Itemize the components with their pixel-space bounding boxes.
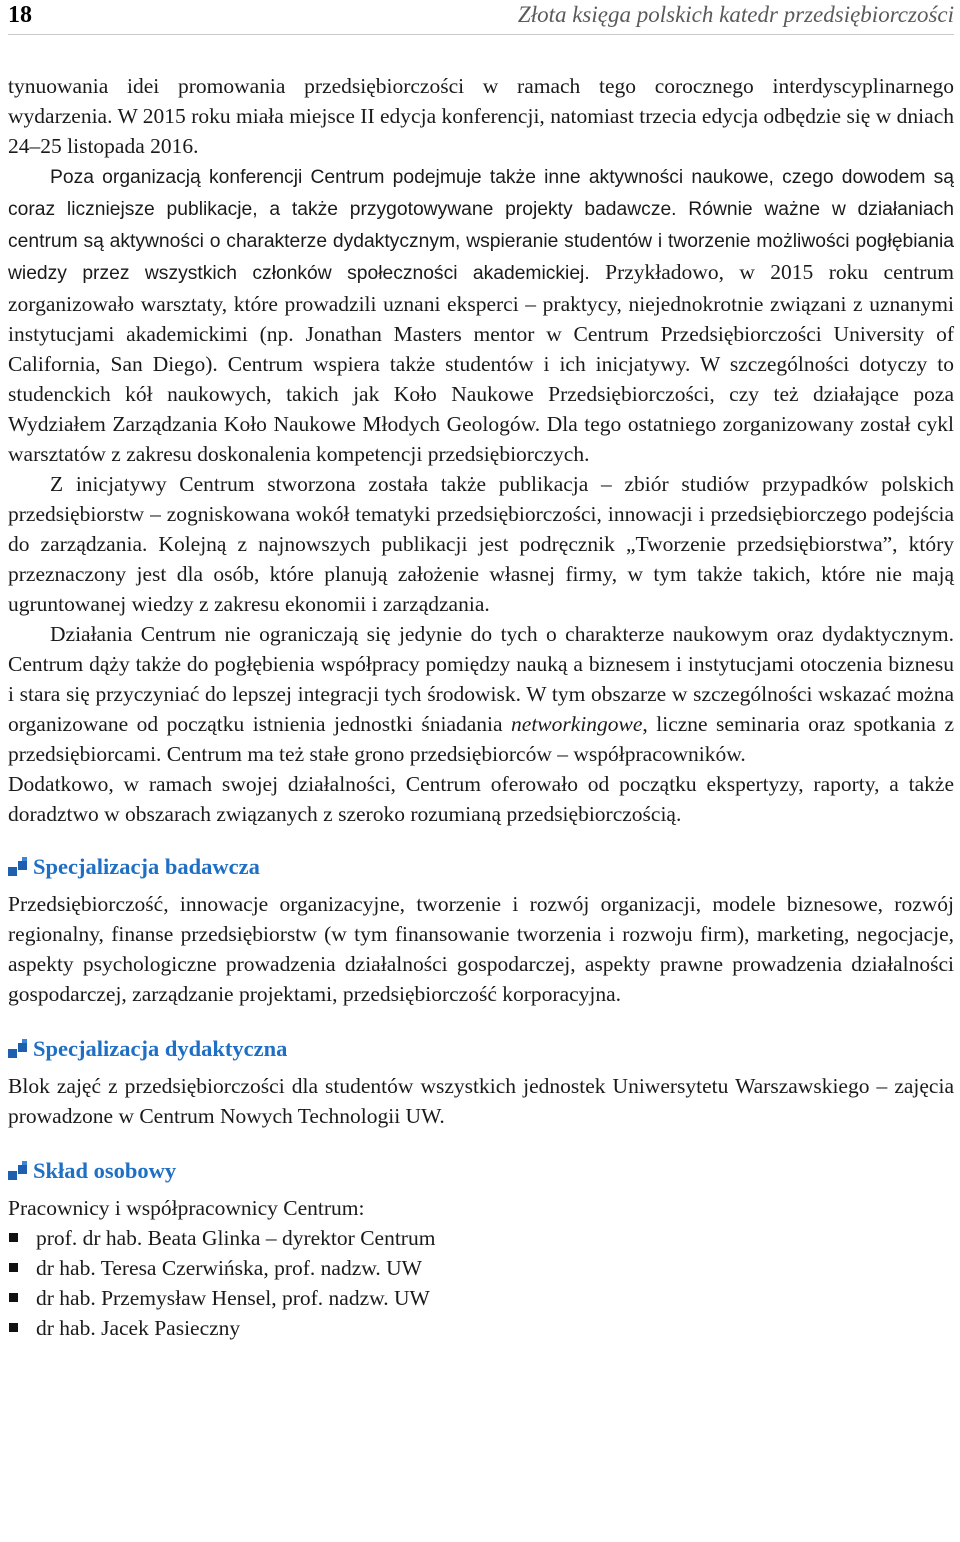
staff-list-item — [8, 1313, 954, 1343]
research-specialization-text: Przedsiębiorczość, innowacje organizacyjne, tworzenie i rozwój organizacji, modele biznesowe, rozwój regionalny, finanse przedsiębiorstw (w tym finansowanie tworzenia i rozwoju firm), marketing, negocjacje, aspekty psychologiczne prowadzenia działalności gospodarczej, aspekty prawne prowadzenia działalności gospodarczej, zarządzanie projektami, przedsiębiorczość korporacyjna. — [8, 892, 954, 1006]
running-title: Złota księga polskich katedr przedsiębiorczości — [517, 2, 954, 27]
blue-squares-icon — [8, 1039, 28, 1059]
section-heading-teaching — [8, 1033, 954, 1065]
section-heading-teaching-label: Specjalizacja dydaktyczna — [33, 1036, 288, 1061]
document-page — [8, 0, 954, 1343]
paragraph-business-cooperation — [8, 619, 954, 769]
staff-list-item — [8, 1283, 954, 1313]
paragraph-business-text-a: Działania Centrum nie ograniczają się jedynie do tych o charakterze naukowym oraz dydaktycznym. Centrum dąży także do pogłębienia współpracy pomiędzy nauką a biznesem i instytucjami otoczenia biznesu i stara się przyczyniać do lepszej integracji tych środowisk. W tym obszarze w szczególności wskazać można organizowane od początku istnienia jednostki śniadania — [8, 622, 954, 736]
staff-intro: Pracownicy i współpracownicy Centrum: — [8, 1196, 365, 1220]
paragraph-business-italic: networkingowe — [511, 712, 643, 736]
blue-squares-icon — [8, 1161, 28, 1181]
staff-list-item — [8, 1223, 954, 1253]
square-bullet-icon — [9, 1323, 18, 1332]
staff-member-name: dr hab. Jacek Pasieczny — [36, 1316, 241, 1340]
square-bullet-icon — [9, 1293, 18, 1302]
section-heading-research-label: Specjalizacja badawcza — [33, 854, 260, 879]
paragraph-conference: tynuowania idei promowania przedsiębiorczości w ramach tego corocznego interdyscyplinarnego wydarzenia. W 2015 roku miała miejsce II edycja konferencji, natomiast trzecia edycja odbędzie się w dniach 24–25 listopada 2016. — [8, 74, 954, 158]
paragraph-activities — [8, 161, 954, 469]
paragraph-business-text-b: , liczne seminaria oraz spotkania z przedsiębiorcami. Centrum ma też stałe grono przedsiębiorców – współpracowników. — [8, 712, 954, 766]
blue-squares-icon — [8, 857, 28, 877]
staff-list-item — [8, 1253, 954, 1283]
page-number: 18 — [8, 2, 32, 28]
running-header — [8, 0, 954, 35]
staff-list — [8, 1223, 954, 1343]
staff-member-name: dr hab. Przemysław Hensel, prof. nadzw. UW — [36, 1286, 430, 1310]
paragraph-activities-sans-text: Poza organizacją konferencji Centrum podejmuje także inne aktywności naukowe, czego dowodem są coraz liczniejsze publikacje, a także przygotowywane projekty badawcze. Równie ważne w działaniach centrum są aktywności o charakterze dydaktycznym, wspieranie studentów i tworzenie możliwości pogłębiania wiedzy przez wszystkich członków społeczności akademickiej. — [8, 167, 954, 284]
paragraph-publications: Z inicjatywy Centrum stworzona została także publikacja – zbiór studiów przypadków polskich przedsiębiorstw – zogniskowana wokół tematyki przedsiębiorczości, innowacji i przedsiębiorczego podejścia do zarządzania. Kolejną z najnowszych publikacji jest podręcznik „Tworzenie przedsiębiorstwa”, który przeznaczony jest dla osób, które planują założenie własnej firmy, w tym także takich, które nie mają ugruntowanej wiedzy z zakresu ekonomii i zarządzania. — [8, 472, 954, 616]
section-heading-staff-label: Skład osobowy — [33, 1158, 177, 1183]
paragraph-expertise: Dodatkowo, w ramach swojej działalności, Centrum oferowało od początku ekspertyzy, raporty, a także doradztwo w obszarach związanych z szeroko rozumianą przedsiębiorczością. — [8, 772, 954, 826]
section-heading-research — [8, 851, 954, 883]
teaching-specialization-text: Blok zajęć z przedsiębiorczości dla studentów wszystkich jednostek Uniwersytetu Warszawskiego – zajęcia prowadzone w Centrum Nowych Technologii UW. — [8, 1074, 954, 1128]
square-bullet-icon — [9, 1263, 18, 1272]
square-bullet-icon — [9, 1233, 18, 1242]
staff-member-name: prof. dr hab. Beata Glinka – dyrektor Centrum — [36, 1226, 436, 1250]
paragraph-activities-text: Przykładowo, w 2015 roku centrum zorganizowało warsztaty, które prowadzili uznani eksperci – praktycy, niejednokrotnie związani z uznanymi instytucjami akademickimi (np. Jonathan Masters mentor w Centrum Przedsiębiorczości University of California, San Diego). Centrum wspiera także studentów i ich inicjatywy. W szczególności dotyczy to studenckich kół naukowych, takich jak Koło Naukowe Przedsiębiorczości, czy też działające poza Wydziałem Zarządzania Koło Naukowe Młodych Geologów. Dla tego ostatniego zorganizowany został cykl warsztatów z zakresu doskonalenia kompetencji przedsiębiorczych. — [8, 260, 954, 466]
staff-member-name: dr hab. Teresa Czerwińska, prof. nadzw. UW — [36, 1256, 422, 1280]
section-heading-staff — [8, 1155, 954, 1187]
